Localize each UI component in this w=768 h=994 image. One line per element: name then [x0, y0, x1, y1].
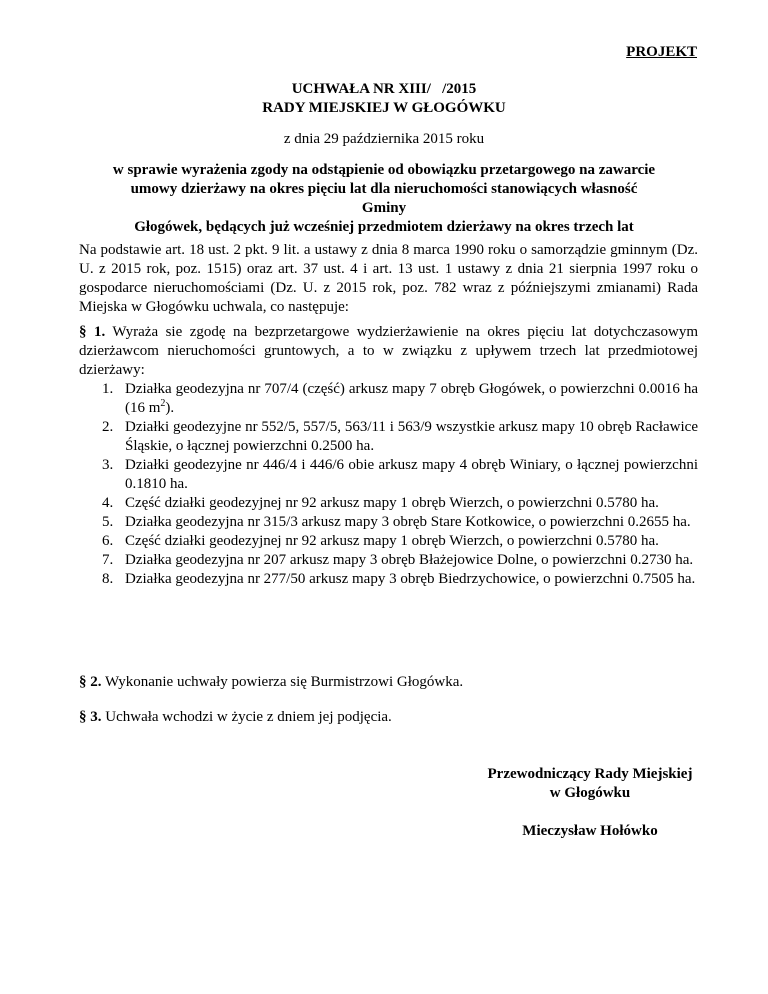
list-item-number: 3.: [102, 457, 114, 473]
list-item: [79, 551, 698, 570]
signature-role-line-2: w Głogówku: [549, 785, 631, 801]
paragraph-2: [79, 673, 698, 692]
resolution-subject: [112, 161, 656, 237]
subject-line-3: Głogówek, będących już wcześniej przedmiotem dzierżawy na okres trzech lat: [134, 219, 634, 235]
list-item-number: 2.: [102, 419, 114, 435]
list-item-text: Część działki geodezyjnej nr 92 arkusz mapy 1 obręb Wierzch, o powierzchni 0.5780 ha.: [125, 495, 659, 511]
list-item: [79, 513, 698, 532]
list-item-tail: ).: [165, 400, 175, 416]
projekt-label: PROJEKT: [626, 44, 697, 60]
paragraph-3: [79, 708, 698, 727]
paragraph-3-text: Uchwała wchodzi w życie z dniem jej podjęcia.: [101, 709, 392, 725]
list-item-number: 1.: [102, 381, 114, 397]
list-item-number: 6.: [102, 533, 114, 549]
list-item-number: 5.: [102, 514, 114, 530]
list-item: [79, 456, 698, 494]
list-item: [79, 532, 698, 551]
paragraph-2-mark: § 2.: [79, 674, 102, 690]
paragraph-1: [79, 323, 698, 380]
list-item-text: Działka geodezyjna nr 707/4 (część) arkusz mapy 7 obręb Głogówek, o powierzchni 0.0016 ha (16 m: [125, 381, 698, 416]
list-item-text: Działki geodezyjne nr 552/5, 557/5, 563/11 i 563/9 wszystkie arkusz mapy 10 obręb Racławice Śląskie, o łącznej powierzchni 0.2500 ha.: [125, 419, 698, 454]
list-item-text: Część działki geodezyjnej nr 92 arkusz mapy 1 obręb Wierzch, o powierzchni 0.5780 ha.: [125, 533, 659, 549]
legal-basis: Na podstawie art. 18 ust. 2 pkt. 9 lit. a ustawy z dnia 8 marca 1990 roku o samorządzie gminnym (Dz. U. z 2015 rok, poz. 1515) oraz art. 37 ust. 4 i art. 13 ust. 1 ustawy z dnia 21 sierpnia 1997 roku o gospodarce nieruchomościami (Dz. U. z 2015 rok, poz. 782 wraz z późniejszymi zmianami) Rada Miejska w Głogówku uchwala, co następuje:: [79, 242, 698, 315]
list-item-number: 8.: [102, 571, 114, 587]
signature-name: Mieczysław Hołówko: [522, 823, 658, 839]
resolution-title: [0, 80, 768, 118]
list-item-text: Działka geodezyjna nr 315/3 arkusz mapy 3 obręb Stare Kotkowice, o powierzchni 0.2655 ha.: [125, 514, 691, 530]
title-line-1: UCHWAŁA NR XIII/ /2015: [291, 81, 477, 97]
list-item-number: 4.: [102, 495, 114, 511]
signature-role-line-1: Przewodniczący Rady Miejskiej: [487, 766, 693, 782]
parcel-list: [79, 380, 698, 589]
list-item-text: Działka geodezyjna nr 207 arkusz mapy 3 obręb Błażejowice Dolne, o powierzchni 0.2730 ha.: [125, 552, 694, 568]
superscript: 2: [160, 398, 166, 409]
title-line-2: RADY MIEJSKIEJ W GŁOGÓWKU: [262, 100, 506, 116]
paragraph-3-mark: § 3.: [79, 709, 102, 725]
paragraph-1-mark: § 1.: [79, 324, 106, 340]
signature-role: [460, 765, 720, 803]
list-item: [79, 418, 698, 456]
subject-line-2: umowy dzierżawy na okres pięciu lat dla nieruchomości stanowiących własność Gminy: [130, 181, 638, 216]
list-item-text: Działka geodezyjna nr 277/50 arkusz mapy 3 obręb Biedrzychowice, o powierzchni 0.7505 ha.: [125, 571, 696, 587]
resolution-date: z dnia 29 października 2015 roku: [283, 131, 485, 147]
list-item: [79, 570, 698, 589]
list-item-number: 7.: [102, 552, 114, 568]
subject-line-1: w sprawie wyrażenia zgody na odstąpienie od obowiązku przetargowego na zawarcie: [112, 162, 656, 178]
paragraph-2-text: Wykonanie uchwały powierza się Burmistrzowi Głogówka.: [101, 674, 464, 690]
list-item: [79, 380, 698, 418]
paragraph-1-text: Wyraża sie zgodę na bezprzetargowe wydzierżawienie na okres pięciu lat dotychczasowym dzierżawcom nieruchomości gruntowych, a to w związku z upływem trzech lat przedmiotowej dzierżawy:: [79, 324, 699, 378]
list-item-text: Działki geodezyjne nr 446/4 i 446/6 obie arkusz mapy 4 obręb Winiary, o łącznej powierzchni 0.1810 ha.: [125, 457, 698, 492]
list-item: [79, 494, 698, 513]
